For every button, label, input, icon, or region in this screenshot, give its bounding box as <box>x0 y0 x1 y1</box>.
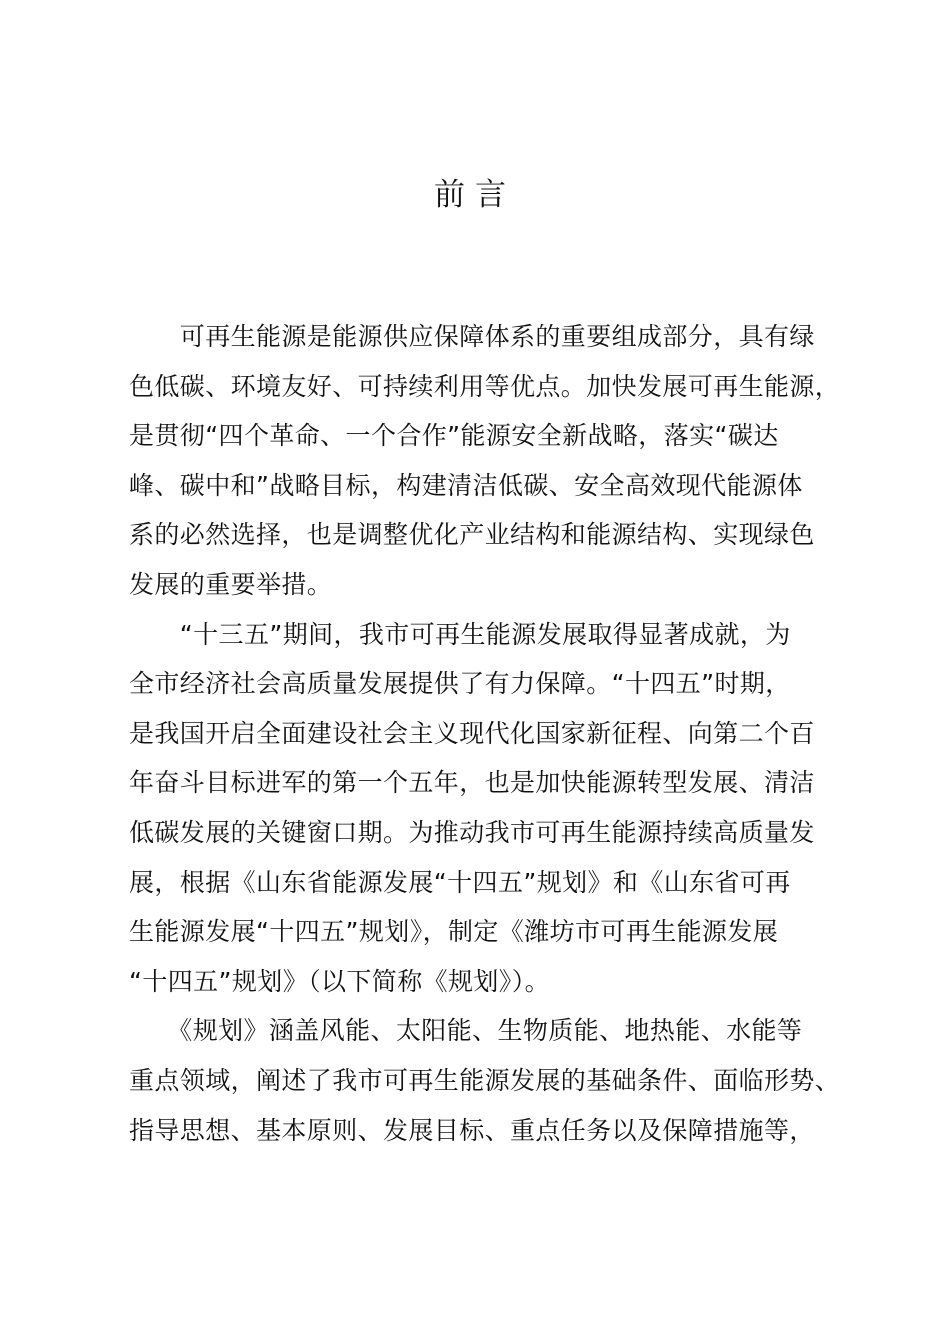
paragraph-2 <box>129 610 849 1007</box>
text-line: “十三五”期间，我市可再生能源发展取得显著成就，为 <box>129 619 791 649</box>
text-line: 是我国开启全面建设社会主义现代化国家新征程、向第二个百 <box>129 718 815 748</box>
text-line: 系的必然选择，也是调整优化产业结构和能源结构、实现绿色 <box>129 520 815 550</box>
paragraph-3 <box>129 1006 849 1155</box>
text-line: 《规划》涵盖风能、太阳能、生物质能、地热能、水能等 <box>129 1016 803 1046</box>
text-line: 低碳发展的关键窗口期。为推动我市可再生能源持续高质量发 <box>129 817 815 847</box>
text-line: 色低碳、环境友好、可持续利用等优点。加快发展可再生能源， <box>129 371 841 401</box>
text-line: 峰、碳中和”战略目标，构建清洁低碳、安全高效现代能源体 <box>129 470 803 500</box>
text-line: 全市经济社会高质量发展提供了有力保障。“十四五”时期， <box>129 669 791 699</box>
text-line: 发展的重要举措。 <box>129 569 333 599</box>
text-line: “十四五”规划》（以下简称《规划》）。 <box>129 966 551 996</box>
text-line: 展，根据《山东省能源发展“十四五”规划》和《山东省可再 <box>129 867 791 897</box>
document-body <box>129 312 849 1155</box>
text-line: 重点领域，阐述了我市可再生能源发展的基础条件、面临形势、 <box>129 1065 841 1095</box>
text-line: 可再生能源是能源供应保障体系的重要组成部分，具有绿 <box>129 322 815 351</box>
page-title: 前言 <box>434 177 516 213</box>
text-line: 是贯彻“四个革命、一个合作”能源安全新战略，落实“碳达 <box>129 421 779 451</box>
paragraph-1 <box>129 312 849 610</box>
text-line: 生能源发展“十四五”规划》，制定《潍坊市可再生能源发展 <box>129 917 779 947</box>
text-line: 年奋斗目标进军的第一个五年，也是加快能源转型发展、清洁 <box>129 768 815 798</box>
text-line: 指导思想、基本原则、发展目标、重点任务以及保障措施等， <box>129 1115 815 1145</box>
